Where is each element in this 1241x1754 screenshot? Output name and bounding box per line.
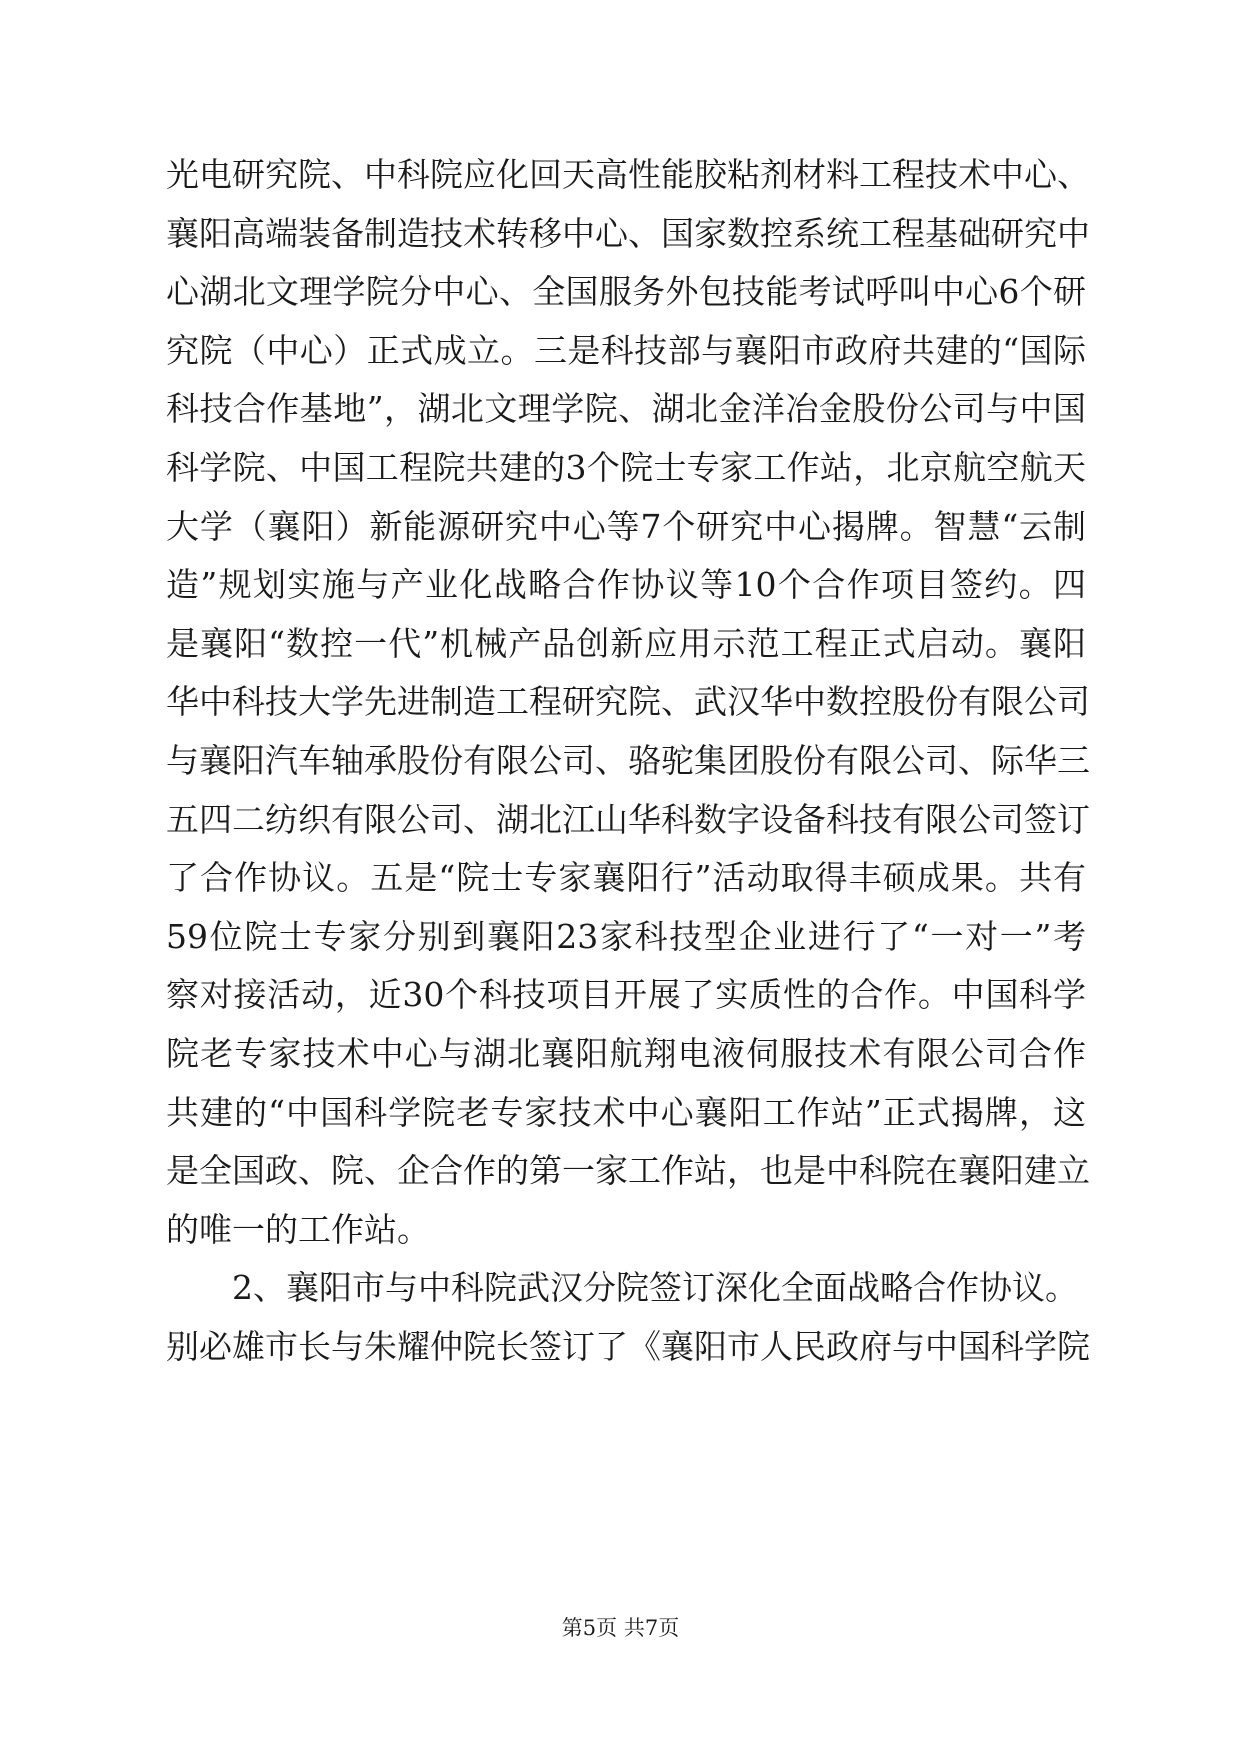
text-line: 心湖北文理学院分中心、全国服务外包技能考试呼叫中心6个研 [166,272,1086,312]
text-line: 与襄阳汽车轴承股份有限公司、骆驼集团股份有限公司、际华三 [166,740,1090,780]
text-line: 2、襄阳市与中科院武汉分院签订深化全面战略合作协议。 [232,1268,1078,1308]
text-line: 别必雄市长与朱耀仲院长签订了《襄阳市人民政府与中国科学院 [166,1326,1090,1366]
text-line: 华中科技大学先进制造工程研究院、武汉华中数控股份有限公司 [166,682,1090,722]
text-line: 光电研究院、中科院应化回天高性能胶粘剂材料工程技术中心、 [166,155,1090,194]
text-line: 院老专家技术中心与湖北襄阳航翔电液伺服技术有限公司合作 [166,1033,1086,1073]
text-line: 察对接活动，近30个科技项目开展了实质性的合作。中国科学 [166,975,1086,1015]
text-line: 究院（中心）正式成立。三是科技部与襄阳市政府共建的“国际 [166,330,1086,370]
body-text [166,146,1090,1376]
text-line: 是全国政、院、企合作的第一家工作站，也是中科院在襄阳建立 [166,1151,1090,1191]
text-line: 是襄阳“数控一代”机械产品创新应用示范工程正式启动。襄阳 [166,623,1086,663]
text-line: 的唯一的工作站。 [166,1209,430,1249]
text-line: 了合作协议。五是“院士专家襄阳行”活动取得丰硕成果。共有 [166,858,1086,898]
text-line: 科技合作基地”，湖北文理学院、湖北金洋冶金股份公司与中国 [166,389,1086,429]
text-line: 造”规划实施与产业化战略合作协议等10个合作项目签约。四 [166,565,1086,605]
text-line: 共建的“中国科学院老专家技术中心襄阳工作站”正式揭牌，这 [166,1092,1086,1132]
text-line: 大学（襄阳）新能源研究中心等7个研究中心揭牌。智慧“云制 [166,506,1086,546]
text-line: 59位院士专家分别到襄阳23家科技型企业进行了“一对一”考 [166,916,1086,956]
text-line: 科学院、中国工程院共建的3个院士专家工作站，北京航空航天 [166,447,1086,487]
text-line: 襄阳高端装备制造技术转移中心、国家数控系统工程基础研究中 [166,213,1090,253]
page-number-footer: 第5页 共7页 [561,1616,680,1640]
text-line: 五四二纺织有限公司、湖北江山华科数字设备科技有限公司签订 [166,799,1090,839]
